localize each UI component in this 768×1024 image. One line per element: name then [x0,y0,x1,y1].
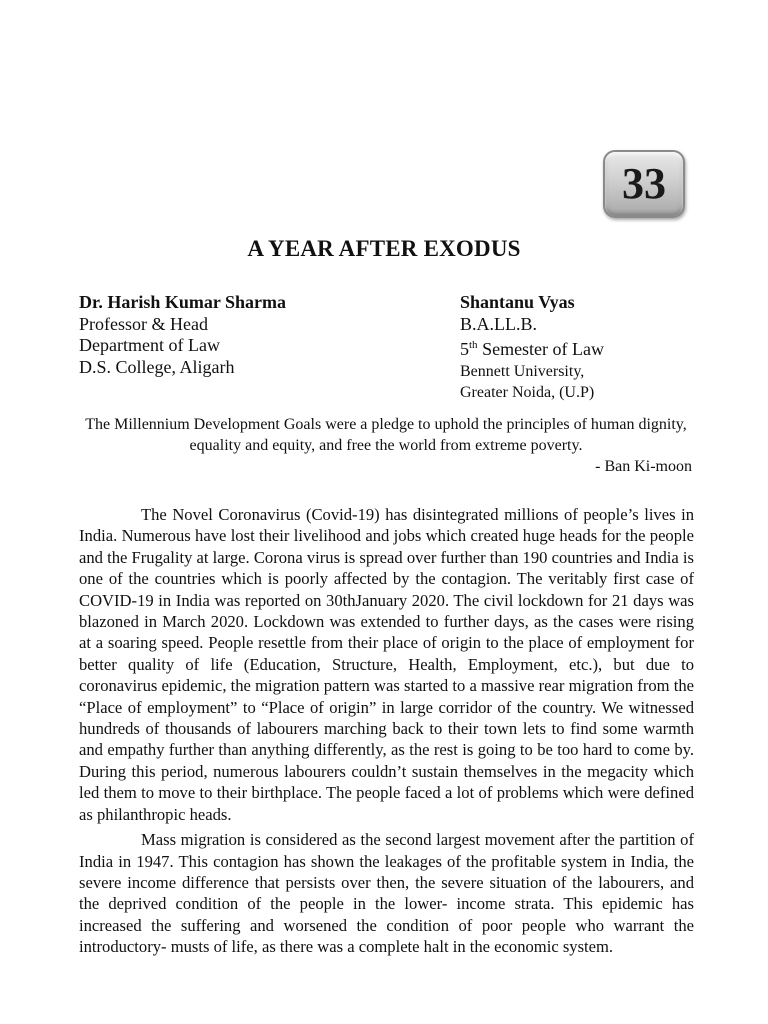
epigraph [80,414,692,477]
author-name: Dr. Harish Kumar Sharma [79,292,287,312]
semester-number: 5 [460,339,469,359]
author-semester [460,335,720,361]
author-degree: B.A.LL.B. [460,313,538,334]
chapter-number: 33 [622,159,666,208]
author-affiliation-line: D.S. College, Aligarh [79,356,235,377]
epigraph-quote: The Millennium Development Goals were a pledge to uphold the principles of human dignity, equality and equity, and free the world from extreme poverty. [85,416,687,454]
body-text [79,504,694,962]
epigraph-attribution: - Ban Ki-moon [595,458,692,475]
author-name: Shantanu Vyas [460,292,575,312]
author-first [79,292,439,378]
semester-text: Semester of Law [477,339,605,359]
author-affiliation-line: Professor & Head [79,313,208,334]
body-paragraph: Mass migration is considered as the second largest movement after the partition of India in 1947. This contagion has shown the leakages of the profitable system in India, the severe income difference that persists over then, the severe situation of the labourers, and the deprived condition of the people in the lower- income strata. This epidemic has increased the suffering and worsened the condition of poor people who warrant the introductory- musts of life, as there was a complete halt in the economic system. [79,830,694,957]
author-location: Greater Noida, (U.P) [460,384,595,401]
chapter-number-badge [603,150,685,218]
chapter-title: A YEAR AFTER EXODUS [247,236,521,261]
body-paragraph: The Novel Coronavirus (Covid-19) has disintegrated millions of people’s lives in India. Numerous have lost their livelihood and jobs which created huge heads for the people and the Frugality at large. Corona virus is spread over further than 190 countries and India is one of the countries which is poorly affected by the contagion. The veritably first case of COVID-19 in India was reported on 30thJanuary 2020. The civil lockdown for 21 days was blazoned in March 2020. Lockdown was extended to further days, as the cases were rising at a soaring speed. People resettle from their place of origin to the place of employment for better quality of life (Education, Structure, Health, Employment, etc.), but due to coronavirus epidemic, the migration pattern was started to a massive rear migration from the “Place of employment” to “Place of origin” in large corridor of the country. We witnessed hundreds of thousands of labourers marching back to their town lets to find some warmth and empathy further than anything differently, as the rest is going to be too hard to come by. During this period, numerous labourers couldn’t sustain themselves in the megacity which led them to move to their birthplace. The people faced a lot of problems which were defined as philanthropic heads. [79,505,694,824]
semester-superscript: th [469,339,478,351]
author-affiliation-line: Department of Law [79,335,220,355]
author-university: Bennett University, [460,362,585,380]
author-second [460,292,720,404]
